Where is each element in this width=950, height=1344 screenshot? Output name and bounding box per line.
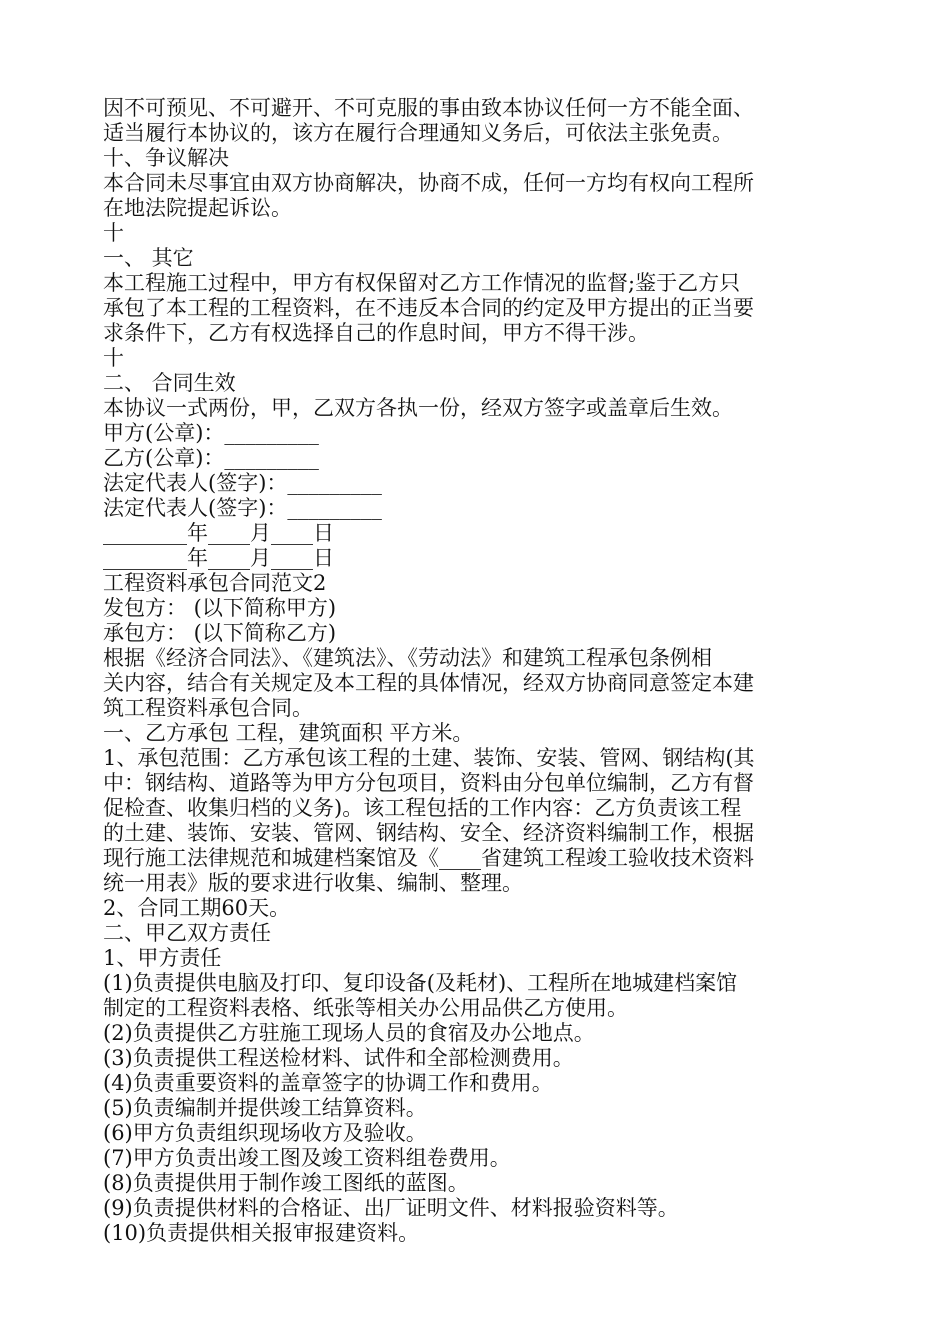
paragraph-line: 促检查、收集归档的义务)。该工程包括的工作内容：乙方负责该工程 [103,796,742,820]
paragraph-line: 中：钢结构、道路等为甲方分包项目，资料由分包单位编制，乙方有督 [103,771,754,795]
section-heading: 十 [103,346,124,370]
section-heading: 十、争议解决 [103,146,229,170]
paragraph-line: 因不可预见、不可避开、不可克服的事由致本协议任何一方不能全面、 [103,96,754,120]
party-line: 发包方： (以下简称甲方) [103,596,337,620]
date-line: ________年____月____日 [103,546,334,570]
list-item: (10)负责提供相关报审报建资料。 [103,1221,420,1245]
paragraph-line: 1、承包范围：乙方承包该工程的土建、装饰、安装、管网、钢结构(其 [103,746,755,770]
section-heading: 二、 合同生效 [103,371,236,395]
list-item: (1)负责提供电脑及打印、复印设备(及耗材)、工程所在地城建档案馆 [103,971,738,995]
list-item: 制定的工程资料表格、纸张等相关办公用品供乙方使用。 [103,996,628,1020]
paragraph-line: 统一用表》版的要求进行收集、编制、整理。 [103,871,523,895]
list-item: (8)负责提供用于制作竣工图纸的蓝图。 [103,1171,469,1195]
signature-line: 法定代表人(签字)：_________ [103,496,382,520]
paragraph-line: 2、合同工期60天。 [103,896,291,920]
list-item: (6)甲方负责组织现场收方及验收。 [103,1121,427,1145]
section-heading: 一、乙方承包 工程，建筑面积 平方米。 [103,721,474,745]
list-item: (9)负责提供材料的合格证、出厂证明文件、材料报验资料等。 [103,1196,679,1220]
section-heading: 二、甲乙双方责任 [103,921,271,945]
paragraph-line: 根据《经济合同法》、《建筑法》、《劳动法》和建筑工程承包条例相 [103,646,712,670]
paragraph-line: 适当履行本协议的，该方在履行合理通知义务后，可依法主张免责。 [103,121,733,145]
paragraph-line: 筑工程资料承包合同。 [103,696,313,720]
signature-line: 甲方(公章)：_________ [103,421,319,445]
signature-line: 乙方(公章)：_________ [103,446,319,470]
list-item: (4)负责重要资料的盖章签字的协调工作和费用。 [103,1071,553,1095]
document-body [103,96,853,1246]
paragraph-line: 求条件下，乙方有权选择自己的作息时间，甲方不得干涉。 [103,321,649,345]
document-title: 工程资料承包合同范文2 [103,571,327,595]
section-heading: 一、 其它 [103,246,194,270]
paragraph-line: 本合同未尽事宜由双方协商解决，协商不成，任何一方均有权向工程所 [103,171,754,195]
list-item: (3)负责提供工程送检材料、试件和全部检测费用。 [103,1046,574,1070]
paragraph-line: 承包了本工程的工程资料，在不违反本合同的约定及甲方提出的正当要 [103,296,754,320]
paragraph-line: 本工程施工过程中，甲方有权保留对乙方工作情况的监督;鉴于乙方只 [103,271,741,295]
party-line: 承包方： (以下简称乙方) [103,621,337,645]
paragraph-line: 本协议一式两份，甲，乙双方各执一份，经双方签字或盖章后生效。 [103,396,733,420]
paragraph-line: 的土建、装饰、安装、管网、钢结构、安全、经济资料编制工作，根据 [103,821,754,845]
paragraph-line: 现行施工法律规范和城建档案馆及《____省建筑工程竣工验收技术资料 [103,846,754,870]
section-heading: 十 [103,221,124,245]
list-item: (5)负责编制并提供竣工结算资料。 [103,1096,427,1120]
paragraph-line: 在地法院提起诉讼。 [103,196,292,220]
paragraph-line: 关内容，结合有关规定及本工程的具体情况，经双方协商同意签定本建 [103,671,754,695]
date-line: ________年____月____日 [103,521,334,545]
subsection-heading: 1、甲方责任 [103,946,222,970]
list-item: (2)负责提供乙方驻施工现场人员的食宿及办公地点。 [103,1021,595,1045]
signature-line: 法定代表人(签字)：_________ [103,471,382,495]
list-item: (7)甲方负责出竣工图及竣工资料组卷费用。 [103,1146,511,1170]
